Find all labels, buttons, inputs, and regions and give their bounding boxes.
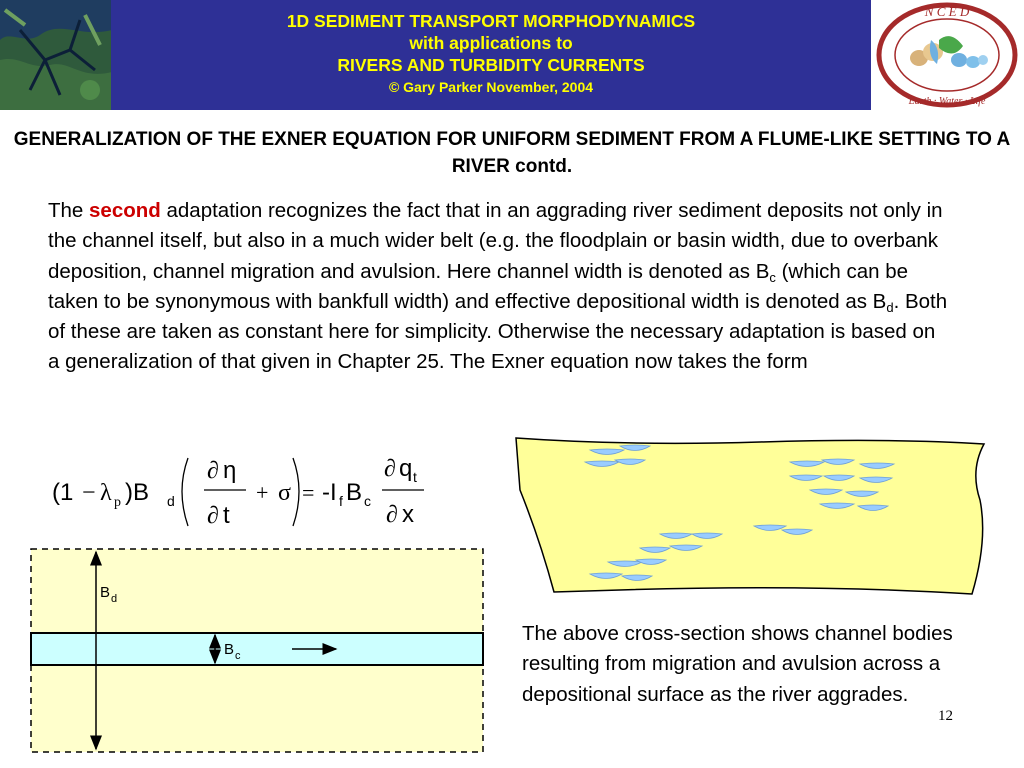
- course-subtitle: with applications to: [409, 33, 573, 53]
- exner-equation: [40, 446, 500, 536]
- eq-partial-top: ∂: [207, 458, 219, 484]
- eq-partial-x: ∂: [386, 502, 398, 528]
- eq-sub-c: c: [364, 493, 371, 509]
- delta-satellite-image: [0, 0, 112, 110]
- eq-sub-p: p: [114, 495, 121, 510]
- river-channel: [31, 633, 483, 665]
- eq-t: t: [223, 502, 230, 529]
- eq-plus: +: [256, 480, 269, 505]
- copyright-line: © Gary Parker November, 2004: [388, 79, 594, 95]
- body-text-b: (which can be taken to be synonymous with bankfull width) and effective depositional width is denoted as B: [48, 259, 909, 313]
- eq-neg-I: -I: [322, 479, 337, 506]
- bc-label: B: [224, 641, 235, 658]
- eq-sub-d: d: [167, 493, 175, 509]
- body-text-c: . Both of these are taken as constant here for simplicity. Otherwise the necessary adaptation is based on a generalization of that given in Chapter 25. The Exner equation now takes the form: [48, 289, 948, 374]
- cross-section-diagram: [510, 430, 1022, 600]
- plan-view-diagram: [20, 540, 500, 760]
- eq-open-paren-one: (1: [52, 479, 74, 506]
- deposit-body: [516, 438, 984, 594]
- bc-sub: c: [235, 650, 241, 662]
- eq-equals: =: [302, 480, 315, 505]
- body-paragraph: [48, 196, 948, 378]
- svg-text:Earth · Water · Life: Earth · Water · Life: [908, 96, 986, 107]
- bd-label: B: [100, 584, 111, 601]
- body-text-start: The: [48, 199, 90, 222]
- eq-sub-f: f: [339, 493, 343, 509]
- eq-partial-bottom: ∂: [207, 503, 219, 529]
- logo-lettering: N C E D: [924, 4, 970, 19]
- course-topic: RIVERS AND TURBIDITY CURRENTS: [337, 55, 645, 75]
- eq-x: x: [402, 501, 414, 528]
- title-banner: [111, 0, 871, 110]
- bd-sub: d: [111, 593, 118, 605]
- eq-sigma: σ: [278, 480, 291, 506]
- eq-sub-t: t: [413, 469, 417, 485]
- page-number: 12: [938, 708, 953, 724]
- emphasis-word: second: [89, 199, 161, 222]
- eq-B: B: [346, 479, 363, 506]
- eq-partial-q: ∂: [384, 456, 396, 482]
- eq-eta: η: [223, 457, 237, 484]
- course-title: 1D SEDIMENT TRANSPORT MORPHODYNAMICS: [286, 11, 696, 31]
- eq-minus: −: [82, 480, 96, 506]
- eq-lambda: λ: [100, 480, 112, 506]
- figure-caption: The above cross-section shows channel bodies resulting from migration and avulsion across a depositional surface as the river aggrades.: [522, 622, 953, 706]
- body-text-a: adaptation recognizes the fact that in an aggrading river sediment deposits not only in the channel itself, but also in a much wider belt (e.g. the floodplain or basin width, due to overbank deposition, channel migration and avulsion. Here channel width is denoted as B: [48, 199, 943, 283]
- nced-logo: [871, 0, 1024, 110]
- eq-q: q: [399, 455, 413, 482]
- subscript-c: c: [769, 269, 776, 285]
- slide-heading: GENERALIZATION OF THE EXNER EQUATION FOR UNIFORM SEDIMENT FROM A FLUME-LIKE SETTING TO A RIVER contd.: [13, 129, 1011, 177]
- eq-closing-B: )B: [125, 479, 149, 506]
- subscript-d: d: [886, 299, 894, 315]
